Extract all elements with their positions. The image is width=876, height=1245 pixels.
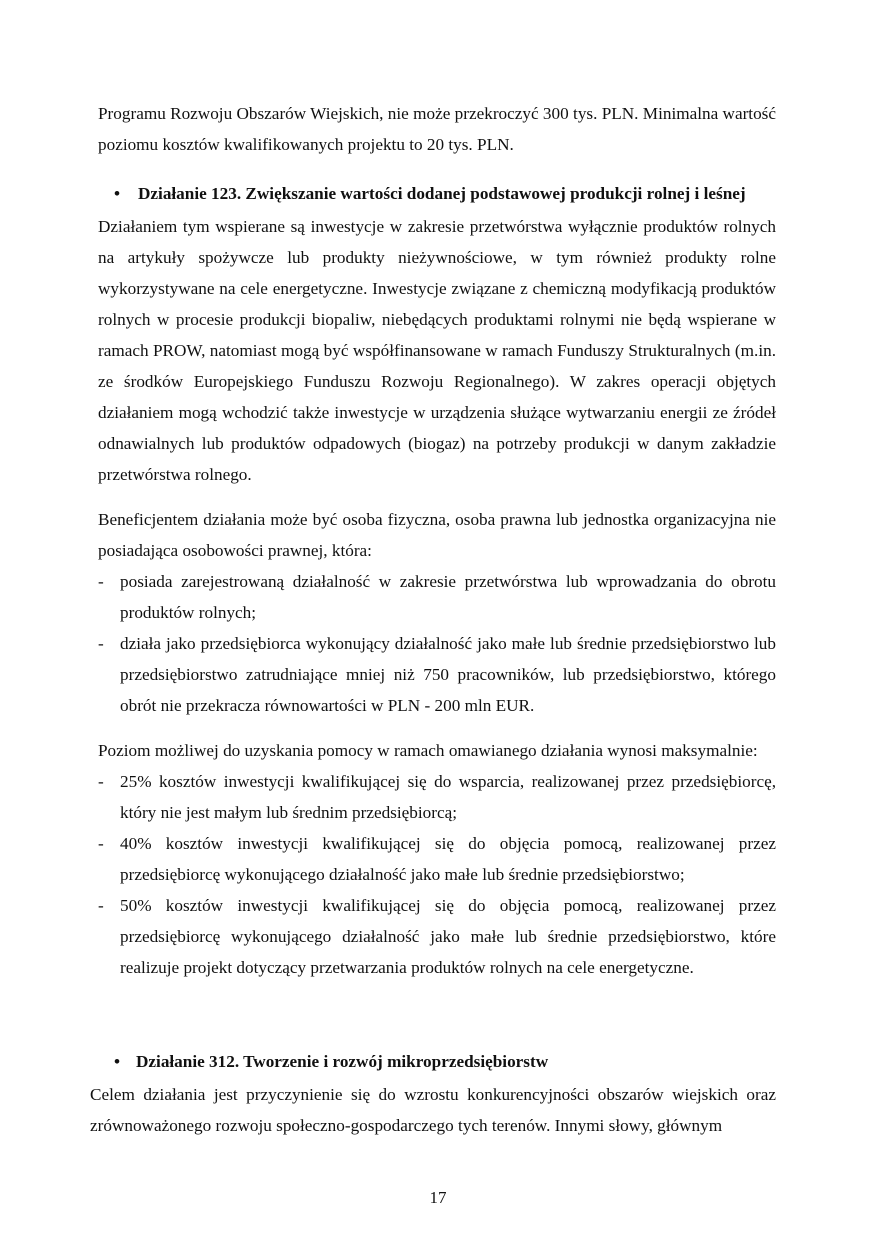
main-text-block <box>98 98 776 983</box>
bullet-marker: • <box>114 1052 121 1071</box>
secondary-text-block <box>90 1046 776 1141</box>
intro-paragraph: Programu Rozwoju Obszarów Wiejskich, nie może przekroczyć 300 tys. PLN. Minimalna wartość poziomu kosztów kwalifikowanych projektu to 20 tys. PLN. <box>98 104 776 154</box>
list-item-text: 25% kosztów inwestycji kwalifikującej się do wsparcia, realizowanej przez przedsiębiorcę, który nie jest małym lub średnim przedsiębiorcą; <box>120 772 776 822</box>
list-item-text: 50% kosztów inwestycji kwalifikującej się do objęcia pomocą, realizowanej przez przedsiębiorcę wykonującego działalność jako małe lub średnie przedsiębiorstwo, które realizuje projekt dotyczący przetwarzania produktów rolnych na cele energetyczne. <box>120 896 776 977</box>
measure-312-body: Celem działania jest przyczynienie się do wzrostu konkurencyjności obszarów wiejskich oraz zrównoważonego rozwoju społeczno-gospodarczego tych terenów. Innymi słowy, głównym <box>90 1085 776 1135</box>
aid-intro: Poziom możliwej do uzyskania pomocy w ramach omawianego działania wynosi maksymalnie: <box>98 741 758 760</box>
list-item <box>98 828 776 890</box>
list-item <box>98 890 776 983</box>
dash-marker: - <box>98 772 104 791</box>
measure-312-heading <box>90 1046 776 1077</box>
list-item <box>98 766 776 828</box>
measure-123-body: Działaniem tym wspierane są inwestycje w zakresie przetwórstwa wyłącznie produktów rolnych na artykuły spożywcze lub produkty nieżywnościowe, w tym również produkty rolne wykorzystywane na cele energetyczne. Inwestycje związane z chemiczną modyfikacją produktów rolnych w procesie produkcji biopaliw, niebędących produktami rolnymi nie będą wspierane w ramach PROW, natomiast mogą być współfinansowane w ramach Funduszy Strukturalnych (m.in. ze środków Europejskiego Funduszu Rozwoju Regionalnego). W zakres operacji objętych działaniem mogą wchodzić także inwestycje w urządzenia służące wytwarzaniu energii ze źródeł odnawialnych lub produktów odpadowych (biogaz) na potrzeby produkcji w danym zakładzie przetwórstwa rolnego. <box>98 217 776 484</box>
dash-marker: - <box>98 896 104 915</box>
list-item-text: posiada zarejestrowaną działalność w zakresie przetwórstwa lub wprowadzania do obrotu produktów rolnych; <box>120 572 776 622</box>
list-item-text: działa jako przedsiębiorca wykonujący działalność jako małe lub średnie przedsiębiorstwo lub przedsiębiorstwo zatrudniające mniej niż 750 pracowników, lub przedsiębiorstwo, którego obrót nie przekracza równowartości w PLN - 200 mln EUR. <box>120 634 776 715</box>
list-item-text: 40% kosztów inwestycji kwalifikującej się do objęcia pomocą, realizowanej przez przedsiębiorcę wykonującego działalność jako małe lub średnie przedsiębiorstwo; <box>120 834 776 884</box>
measure-312-title: Działanie 312. Tworzenie i rozwój mikroprzedsiębiorstw <box>136 1052 549 1071</box>
dash-marker: - <box>98 834 104 853</box>
aid-list <box>98 766 776 983</box>
list-item <box>98 628 776 721</box>
beneficiary-list <box>98 566 776 721</box>
measure-123-heading <box>98 178 776 209</box>
beneficiary-intro: Beneficjentem działania może być osoba fizyczna, osoba prawna lub jednostka organizacyjna nie posiadająca osobowości prawnej, która: <box>98 510 776 560</box>
bullet-marker: • <box>114 184 121 203</box>
page-number: 17 <box>429 1188 447 1207</box>
dash-marker: - <box>98 572 104 591</box>
measure-123-title: Działanie 123. Zwiększanie wartości dodanej podstawowej produkcji rolnej i leśnej <box>138 184 746 203</box>
dash-marker: - <box>98 634 104 653</box>
list-item <box>98 566 776 628</box>
